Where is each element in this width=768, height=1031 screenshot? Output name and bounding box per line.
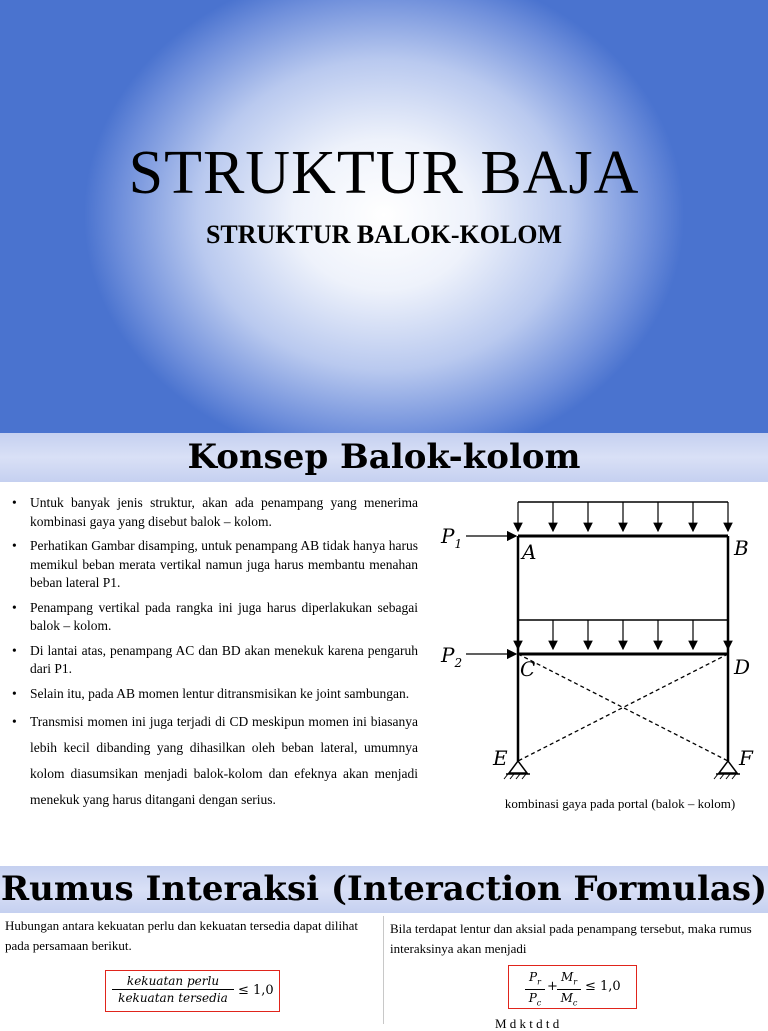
interaction-formula — [508, 965, 637, 1009]
strength-ratio-formula — [105, 970, 280, 1012]
label-e: E — [493, 746, 508, 770]
slide-header — [0, 866, 768, 913]
formula-plus: + — [547, 979, 558, 994]
bullet-item: • Selain itu, pada AB momen lentur ditransmisikan ke joint sambungan. — [12, 685, 418, 704]
figure-caption: kombinasi gaya pada portal (balok – kolom) — [504, 796, 736, 811]
bullet-list — [12, 494, 418, 819]
bullet-item: • Penampang vertikal pada rangka ini juga harus diperlakukan sebagai balok – kolom. — [12, 599, 418, 636]
formula-denominator: $P_c$ — [528, 991, 542, 1008]
bullet-item: • Transmisi momen ini juga terjadi di CD meskipun momen ini biasanya lebih kecil dibanding yang dihasilkan oleh beban lateral, umumnya kolom diasumsikan menjadi balok-kolom dan efeknya akan menjadi menekuk yang harus ditangani dengan serius. — [12, 709, 418, 813]
label-p1: $P_1$ — [441, 524, 463, 551]
slide-title: STRUKTUR BAJA — [128, 139, 640, 207]
column-divider — [383, 916, 384, 1024]
concept-slide — [0, 433, 768, 857]
slide-header — [0, 433, 768, 482]
label-p2: $P_2$ — [441, 643, 463, 670]
formula-denominator: kekuatan tersedia — [118, 991, 228, 1005]
formula-rhs: ≤ 1,0 — [238, 983, 274, 998]
right-paragraph: Bila terdapat lentur dan aksial pada penampang tersebut, maka rumus interaksinya akan menjadi — [390, 921, 752, 956]
support-f — [714, 761, 740, 779]
portal-frame-diagram — [436, 493, 768, 781]
top-load-arrows — [518, 502, 728, 531]
formula-rhs: ≤ 1,0 — [585, 979, 621, 994]
bullet-item: • Untuk banyak jenis struktur, akan ada penampang yang menerima kombinasi gaya yang disebut balok – kolom. — [12, 494, 418, 531]
mid-load-arrows — [518, 620, 728, 649]
slide-heading: Konsep Balok-kolom — [187, 437, 581, 477]
label-d: D — [734, 655, 751, 679]
label-f: F — [739, 746, 753, 770]
label-c: C — [520, 657, 536, 681]
label-a: A — [522, 540, 537, 564]
formula-numerator: $M_r$ — [557, 970, 581, 990]
slide-subtitle: STRUKTUR BALOK-KOLOM — [205, 220, 563, 249]
formula-denominator: $M_c$ — [560, 991, 578, 1008]
label-b: B — [734, 536, 749, 560]
cut-off-text: M d k t d t d — [495, 1016, 560, 1031]
title-slide — [0, 0, 768, 433]
bullet-item: • Perhatikan Gambar disamping, untuk penampang AB tidak hanya harus memikul beban merata vertikal namun juga harus membantu menahan beban lateral P1. — [12, 537, 418, 593]
interaction-slide — [0, 866, 768, 1031]
slide-heading: Rumus Interaksi (Interaction Formulas) — [0, 869, 768, 909]
support-e — [504, 761, 530, 779]
formula-numerator: $P_r$ — [525, 970, 545, 990]
formula-numerator: kekuatan perlu — [112, 974, 234, 990]
bullet-item: • Di lantai atas, penampang AC dan BD akan menekuk karena pengaruh dari P1. — [12, 642, 418, 679]
left-paragraph: Hubungan antara kekuatan perlu dan kekuatan tersedia dapat dilihat pada persamaan berikut. — [5, 918, 359, 953]
